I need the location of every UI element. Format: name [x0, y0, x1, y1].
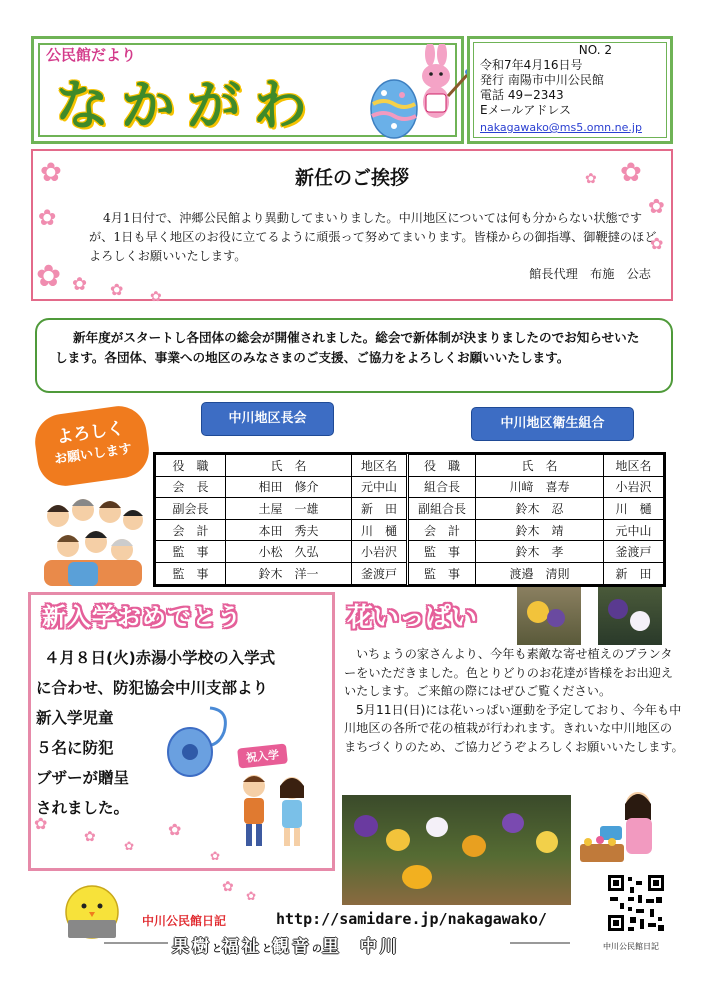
table-cell: 監 事 [408, 541, 476, 563]
notice-box: 新年度がスタートし各団体の総会が開催されました。総会で新体制が決まりましたのでお知らせいたします。各団体、事業への地区のみなさまのご支援、ご協力をよろしくお願いいたします。 [35, 318, 673, 393]
table-cell: 副組合長 [408, 498, 476, 520]
enrollment-line: ５名に防犯 [36, 739, 114, 757]
flowers-paragraph-1: いちょうの家さんより、今年も素敵な寄せ植えのプランターをいただきました。色とりどりのお花達が皆様をお出迎えいたします。ご来館の際にはぜひご覧ください。 [344, 647, 674, 698]
greeting-body: 4月1日付で、沖郷公民館より異動してまいりました。中川地区については何も分からない状態ですが、1日も早く地区のお役に立てるように頑張って努めてまいります。皆様からの御指導、御鞭撻のほどよろしくお願いいたします。 [89, 211, 657, 263]
table-row [156, 562, 664, 584]
table-cell: 小岩沢 [604, 476, 664, 498]
qr-caption: 中川公民館日記 [603, 942, 659, 951]
header-cell: 地区名 [604, 455, 664, 477]
footer-slogan [172, 932, 400, 957]
table-row [156, 519, 664, 541]
sakura-icon: ✿ [210, 849, 221, 863]
sakura-icon: ✿ [110, 280, 124, 299]
header-cell: 地区名 [352, 455, 408, 477]
sakura-icon: ✿ [124, 839, 135, 853]
rabbit-painter-icon [412, 44, 470, 124]
footer-url-link[interactable]: http://samidare.jp/nakagawako/ [276, 910, 547, 928]
table-header-row [156, 455, 664, 477]
email-label: Eメールアドレス [480, 103, 571, 117]
table-cell: 川﨑 喜寿 [476, 476, 604, 498]
sakura-icon: ✿ [72, 274, 88, 295]
issue-number: NO. 2 [578, 43, 612, 57]
email-link[interactable]: nakagawako@ms5.omn.ne.jp [480, 121, 642, 134]
table-cell: 会 計 [156, 519, 226, 541]
table-cell: 会 計 [408, 519, 476, 541]
table-row [156, 498, 664, 520]
header-cell: 氏 名 [226, 455, 352, 477]
slogan-word: 里 [322, 937, 342, 957]
slogan-particle: と [212, 944, 222, 955]
table-cell: 川 樋 [604, 498, 664, 520]
slogan-word: 観音 [272, 937, 312, 957]
table-row [156, 476, 664, 498]
sakura-icon: ✿ [84, 829, 96, 845]
slogan-word: 中川 [359, 937, 400, 957]
sakura-icon: ✿ [168, 820, 182, 839]
badge-line-2: お願いします [53, 441, 133, 468]
sakura-icon: ✿ [585, 171, 597, 187]
masthead-title: なかがわ [55, 74, 319, 137]
footer-rule [510, 942, 570, 944]
table-title-chiku-chokai: 中川地区長会 [201, 402, 334, 436]
table-cell: 監 事 [408, 562, 476, 584]
footer-diary-label: 中川公民館日記 [142, 914, 227, 928]
pansy-photo-1 [517, 587, 581, 645]
sakura-icon: ✿ [150, 289, 162, 305]
enrollment-line: されました。 [36, 799, 130, 817]
table-cell: 鈴木 忍 [476, 498, 604, 520]
sakura-icon: ✿ [650, 234, 664, 253]
table-title-eisei-kumiai: 中川地区衛生組合 [471, 407, 634, 441]
table-cell: 会 長 [156, 476, 226, 498]
enrollment-line: に合わせ、防犯協会中川支部より [36, 679, 269, 697]
sakura-icon: ✿ [34, 814, 48, 833]
sakura-icon: ✿ [36, 259, 62, 294]
publisher: 発行 南陽市中川公民館 [480, 73, 604, 87]
greeting-box [31, 149, 673, 301]
table-cell: 監 事 [156, 562, 226, 584]
pansy-photo-2 [598, 587, 662, 645]
table-cell: 新 田 [604, 562, 664, 584]
table-cell: 元中山 [604, 519, 664, 541]
table-cell: 釜渡戸 [352, 562, 408, 584]
security-buzzer-icon [160, 700, 234, 782]
slogan-particle: の [312, 944, 322, 955]
qr-code-icon[interactable] [606, 873, 666, 933]
badge-line-1: よろしく [55, 418, 126, 448]
table-cell: 鈴木 孝 [476, 541, 604, 563]
sakura-icon: ✿ [40, 158, 62, 188]
issue-info-box [467, 36, 673, 144]
watering-girl-illustration [578, 786, 674, 866]
enrollment-line: 新入学児童 [36, 709, 114, 727]
flowers-title: 花いっぱい [347, 603, 478, 633]
enrollment-title: 新入学おめでとう [42, 603, 242, 631]
sakura-icon: ✿ [38, 206, 57, 231]
issue-date: 令和7年4月16日号 [480, 58, 583, 72]
yoroshiku-badge [32, 403, 153, 490]
table-cell: 川 樋 [352, 519, 408, 541]
table-cell: 小岩沢 [352, 541, 408, 563]
masthead-series: 公民館だより [46, 46, 137, 64]
greeting-title: 新任のご挨拶 [294, 167, 409, 189]
sakura-icon: ✿ [648, 194, 665, 218]
table-cell: 組合長 [408, 476, 476, 498]
sakura-icon: ✿ [620, 158, 642, 188]
flowers-paragraph-2: 5月11日(日)には花いっぱい運動を予定しており、今年も中川地区の各所で花の植栽が行われます。きれいな中川地区のまちづくりのため、ご協力どうぞよろしくお願いいたします。 [344, 702, 684, 754]
enrollment-line: ブザーが贈呈 [36, 769, 130, 787]
slogan-word: 果樹 [172, 937, 212, 957]
slogan-particle: と [262, 944, 272, 955]
table-cell: 副会長 [156, 498, 226, 520]
table-cell: 渡邉 清則 [476, 562, 604, 584]
footer-rule [104, 942, 168, 944]
table-cell: 本田 秀夫 [226, 519, 352, 541]
sakura-icon: ✿ [222, 879, 234, 895]
table-cell: 鈴木 靖 [476, 519, 604, 541]
flowers-body [344, 645, 684, 756]
greeting-signature: 館長代理 布施 公志 [529, 267, 651, 281]
chick-mascot-icon [62, 882, 122, 944]
schoolchildren-illustration [232, 770, 314, 852]
phone: 電話 49−2343 [480, 88, 564, 102]
header-cell: 役 職 [408, 455, 476, 477]
sakura-icon: ✿ [246, 889, 257, 903]
table-row [156, 541, 664, 563]
table-cell: 相田 修介 [226, 476, 352, 498]
cheering-people-illustration [38, 490, 148, 586]
table-cell: 元中山 [352, 476, 408, 498]
congrats-sign: 祝入学 [237, 743, 288, 768]
table-cell: 釜渡戸 [604, 541, 664, 563]
table-cell: 監 事 [156, 541, 226, 563]
table-cell: 小松 久弘 [226, 541, 352, 563]
enrollment-line: ４月８日(火)赤湯小学校の入学式 [44, 649, 276, 667]
header-cell: 氏 名 [476, 455, 604, 477]
table-cell: 新 田 [352, 498, 408, 520]
flower-planter-photo [342, 795, 571, 905]
officers-table [153, 452, 666, 587]
slogan-word: 福祉 [222, 937, 262, 957]
header-cell: 役 職 [156, 455, 226, 477]
table-cell: 鈴木 洋一 [226, 562, 352, 584]
table-cell: 土屋 一雄 [226, 498, 352, 520]
